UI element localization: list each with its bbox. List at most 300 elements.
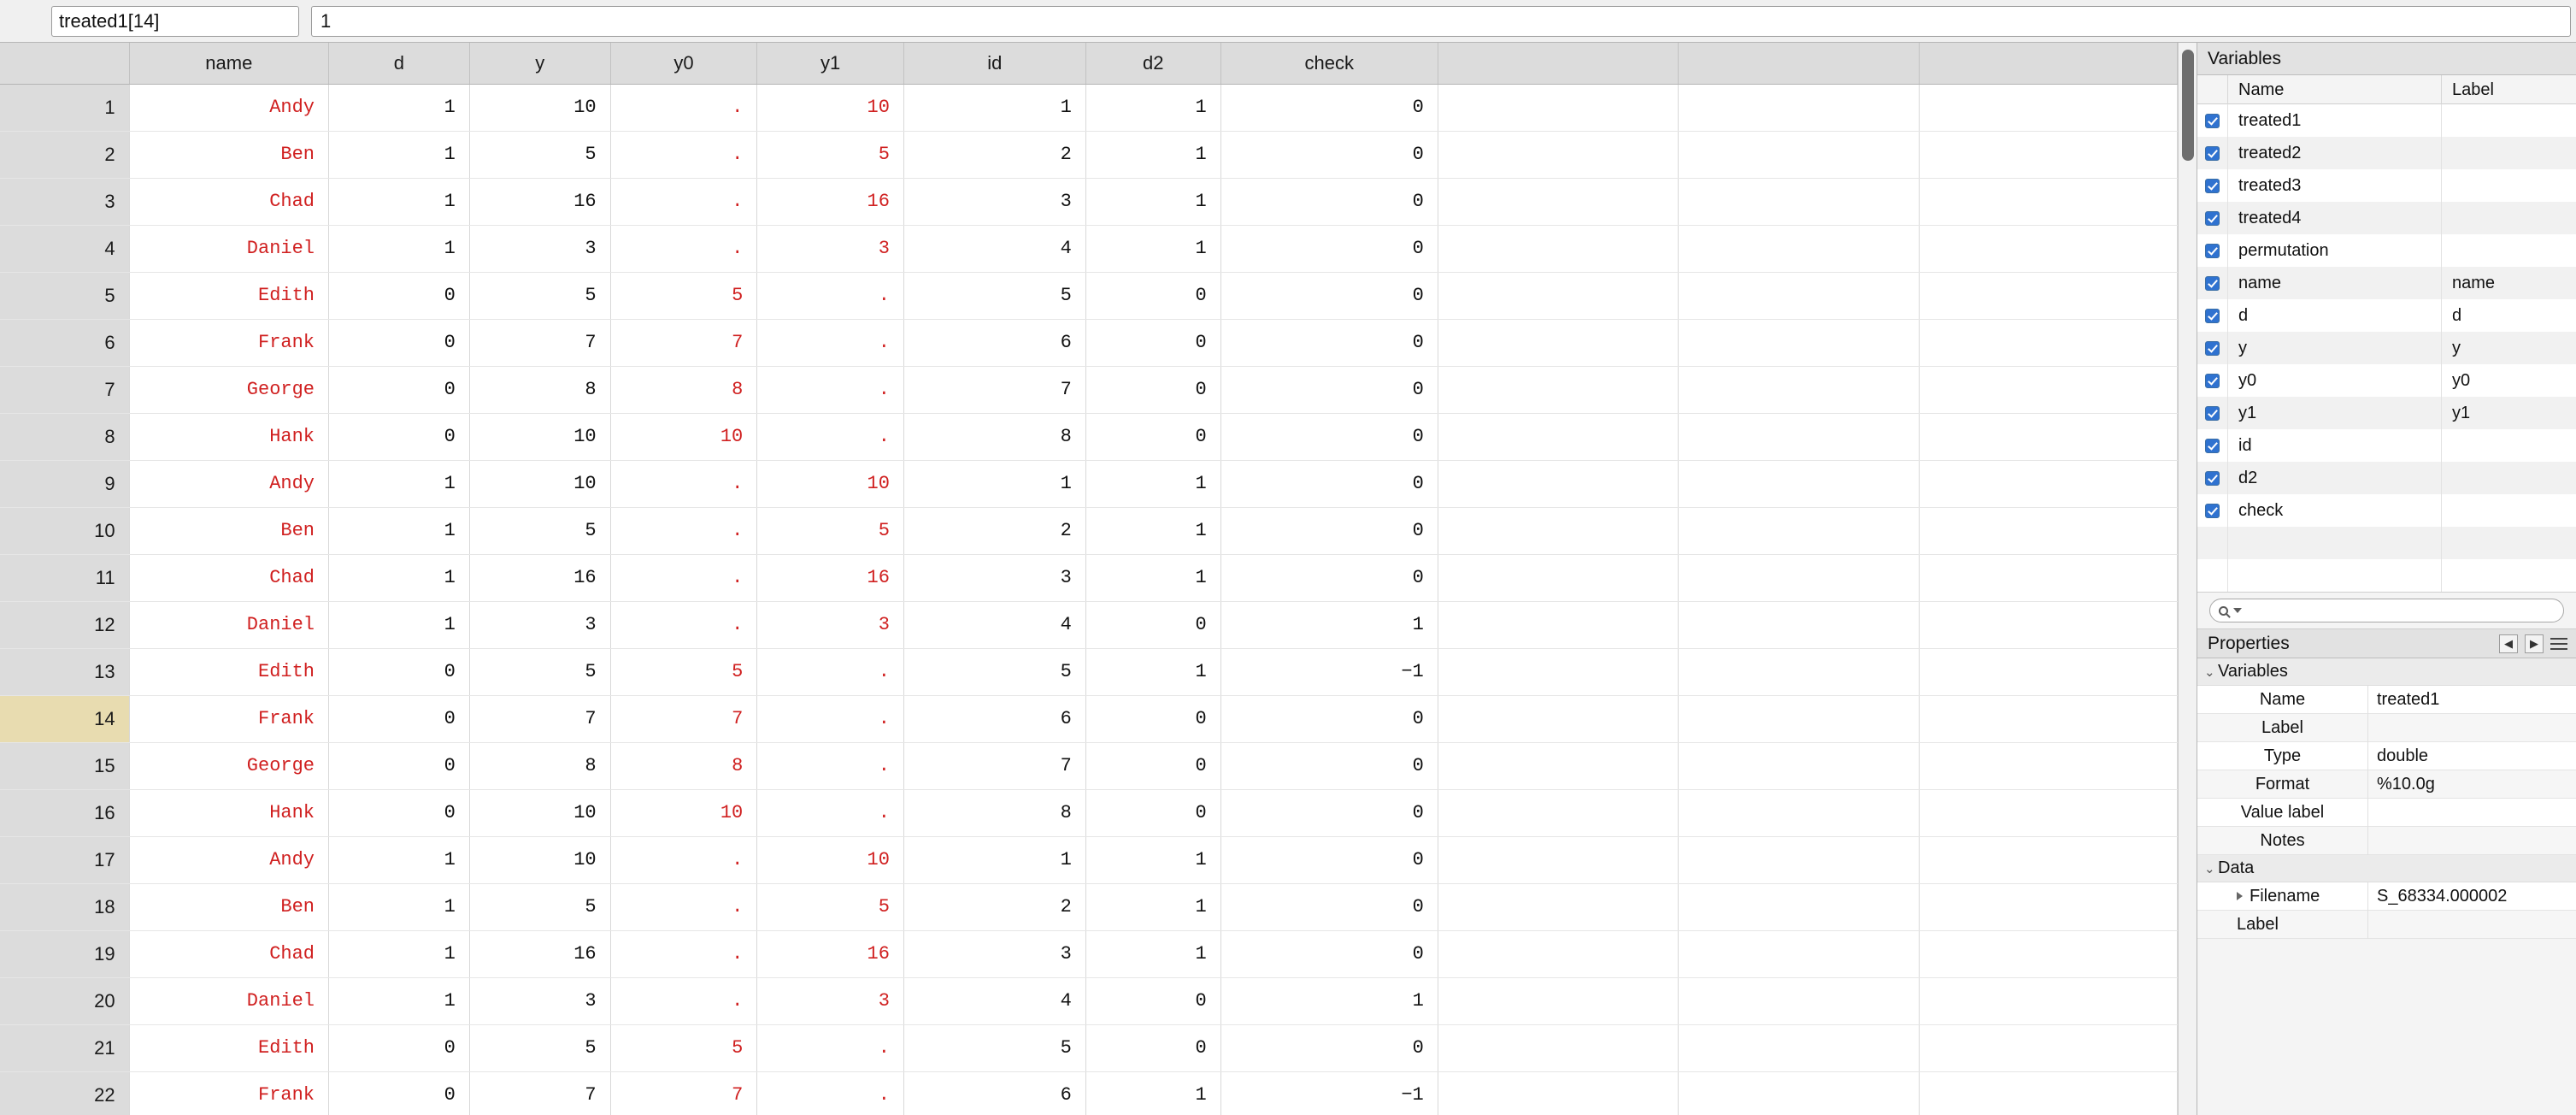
column-header-y0[interactable]: y0 [610,43,757,84]
cell-d[interactable]: 1 [329,977,470,1024]
cell-empty[interactable] [1919,648,2177,695]
cell-id[interactable]: 3 [903,554,1085,601]
cell-empty[interactable] [1438,1071,1679,1115]
variables-list[interactable] [2197,104,2576,592]
variable-list-item[interactable] [2197,169,2576,202]
cell-reference-box[interactable] [51,6,299,37]
variable-visibility-checkbox[interactable] [2197,462,2228,494]
cell-y1[interactable]: 10 [757,84,904,131]
column-header-y[interactable]: y [469,43,610,84]
cell-empty[interactable] [1919,695,2177,742]
cell-d2[interactable]: 1 [1085,648,1220,695]
variable-list-item[interactable] [2197,462,2576,494]
cell-empty[interactable] [1679,460,1920,507]
table-row[interactable] [0,742,2178,789]
cell-empty[interactable] [1679,225,1920,272]
cell-check[interactable]: 0 [1220,131,1438,178]
cell-empty[interactable] [1679,131,1920,178]
cell-empty[interactable] [1679,977,1920,1024]
cell-y1[interactable]: . [757,789,904,836]
row-header[interactable]: 11 [0,554,129,601]
cell-d[interactable]: 0 [329,1024,470,1071]
cell-check[interactable]: 0 [1220,272,1438,319]
next-arrow-icon[interactable]: ▶ [2525,634,2544,653]
table-row[interactable] [0,601,2178,648]
cell-id[interactable]: 7 [903,742,1085,789]
cell-empty[interactable] [1438,601,1679,648]
cell-d[interactable]: 1 [329,178,470,225]
cell-y[interactable]: 3 [469,601,610,648]
cell-y[interactable]: 5 [469,883,610,930]
cell-id[interactable]: 5 [903,272,1085,319]
variable-list-item[interactable] [2197,234,2576,267]
cell-d[interactable]: 1 [329,836,470,883]
cell-y0[interactable]: . [610,601,757,648]
cell-d2[interactable]: 1 [1085,460,1220,507]
variable-visibility-checkbox[interactable] [2197,364,2228,397]
cell-empty[interactable] [1919,601,2177,648]
cell-id[interactable]: 8 [903,413,1085,460]
column-header-y1[interactable]: y1 [757,43,904,84]
cell-y[interactable]: 10 [469,836,610,883]
cell-check[interactable]: 0 [1220,84,1438,131]
property-value[interactable]: %10.0g [2377,774,2435,793]
cell-id[interactable]: 1 [903,836,1085,883]
cell-y0[interactable]: . [610,460,757,507]
cell-empty[interactable] [1438,413,1679,460]
cell-y1[interactable]: . [757,366,904,413]
variable-visibility-checkbox[interactable] [2197,267,2228,299]
variables-label-column-header[interactable]: Label [2452,80,2494,99]
data-editor-vertical-scrollbar[interactable] [2178,43,2197,1115]
cell-id[interactable]: 6 [903,319,1085,366]
cell-name[interactable]: Frank [129,1071,328,1115]
variables-search-input[interactable] [2209,599,2564,622]
cell-y0[interactable]: 10 [610,413,757,460]
cell-empty[interactable] [1679,413,1920,460]
cell-empty[interactable] [1438,84,1679,131]
cell-y1[interactable]: 16 [757,554,904,601]
cell-y[interactable]: 3 [469,225,610,272]
cell-empty[interactable] [1919,319,2177,366]
cell-d2[interactable]: 0 [1085,319,1220,366]
cell-name[interactable]: George [129,742,328,789]
table-row[interactable] [0,789,2178,836]
cell-y0[interactable]: 5 [610,648,757,695]
cell-d2[interactable]: 1 [1085,84,1220,131]
cell-y0[interactable]: . [610,554,757,601]
cell-y1[interactable]: 5 [757,507,904,554]
cell-empty[interactable] [1438,225,1679,272]
cell-d2[interactable]: 1 [1085,507,1220,554]
chevron-right-icon[interactable] [2237,892,2243,900]
cell-empty[interactable] [1679,742,1920,789]
cell-y1[interactable]: . [757,1024,904,1071]
cell-y0[interactable]: 7 [610,695,757,742]
cell-empty[interactable] [1438,695,1679,742]
cell-empty[interactable] [1679,836,1920,883]
cell-y0[interactable]: 5 [610,272,757,319]
cell-id[interactable]: 4 [903,601,1085,648]
table-row[interactable] [0,695,2178,742]
cell-empty[interactable] [1679,366,1920,413]
cell-name[interactable]: Andy [129,84,328,131]
row-header[interactable]: 10 [0,507,129,554]
cell-y[interactable]: 5 [469,131,610,178]
cell-name[interactable]: Ben [129,131,328,178]
cell-d2[interactable]: 1 [1085,883,1220,930]
property-value[interactable]: S_68334.000002 [2377,886,2508,906]
cell-check[interactable]: 0 [1220,413,1438,460]
cell-empty[interactable] [1438,366,1679,413]
cell-empty[interactable] [1438,1024,1679,1071]
cell-check[interactable]: −1 [1220,1071,1438,1115]
table-row[interactable] [0,460,2178,507]
cell-y1[interactable]: 16 [757,930,904,977]
cell-y[interactable]: 16 [469,178,610,225]
cell-empty[interactable] [1919,742,2177,789]
variable-visibility-checkbox[interactable] [2197,137,2228,169]
cell-y1[interactable]: 10 [757,460,904,507]
cell-y[interactable]: 8 [469,742,610,789]
cell-d2[interactable]: 0 [1085,601,1220,648]
cell-y0[interactable]: 7 [610,319,757,366]
cell-id[interactable]: 4 [903,977,1085,1024]
cell-name[interactable]: Andy [129,836,328,883]
cell-y0[interactable]: . [610,507,757,554]
cell-y[interactable]: 10 [469,460,610,507]
property-row[interactable] [2197,742,2576,770]
cell-y[interactable]: 5 [469,648,610,695]
variable-visibility-checkbox[interactable] [2197,202,2228,234]
cell-empty[interactable] [1919,84,2177,131]
row-header[interactable]: 5 [0,272,129,319]
cell-d2[interactable]: 1 [1085,836,1220,883]
cell-d2[interactable]: 0 [1085,413,1220,460]
cell-y1[interactable]: 10 [757,836,904,883]
cell-d[interactable]: 1 [329,883,470,930]
cell-d[interactable]: 0 [329,1071,470,1115]
menu-icon[interactable] [2550,638,2567,650]
cell-empty[interactable] [1919,1071,2177,1115]
cell-empty[interactable] [1919,272,2177,319]
cell-y[interactable]: 7 [469,695,610,742]
properties-group-variables[interactable] [2197,658,2576,686]
cell-y0[interactable]: 7 [610,1071,757,1115]
cell-id[interactable]: 2 [903,131,1085,178]
cell-y1[interactable]: . [757,742,904,789]
cell-y1[interactable]: . [757,648,904,695]
property-value[interactable] [2368,714,2576,742]
cell-id[interactable]: 3 [903,178,1085,225]
cell-y1[interactable]: 3 [757,977,904,1024]
cell-y1[interactable]: . [757,319,904,366]
row-header[interactable]: 3 [0,178,129,225]
cell-d2[interactable]: 0 [1085,742,1220,789]
cell-check[interactable]: 0 [1220,836,1438,883]
property-row[interactable] [2197,882,2576,911]
cell-y[interactable]: 8 [469,366,610,413]
column-header-d[interactable]: d [329,43,470,84]
variable-list-item[interactable] [2197,397,2576,429]
row-header[interactable]: 7 [0,366,129,413]
cell-d2[interactable]: 0 [1085,1024,1220,1071]
cell-check[interactable]: 0 [1220,225,1438,272]
cell-check[interactable]: 0 [1220,178,1438,225]
cell-empty[interactable] [1438,272,1679,319]
cell-y[interactable]: 10 [469,413,610,460]
cell-y[interactable]: 7 [469,1071,610,1115]
cell-name[interactable]: George [129,366,328,413]
cell-id[interactable]: 8 [903,789,1085,836]
cell-empty[interactable] [1919,131,2177,178]
property-row[interactable] [2197,911,2576,939]
cell-y0[interactable]: 8 [610,742,757,789]
row-header[interactable]: 22 [0,1071,129,1115]
cell-value-input[interactable] [311,6,2571,37]
cell-y[interactable]: 5 [469,1024,610,1071]
cell-check[interactable]: 0 [1220,319,1438,366]
cell-y[interactable]: 7 [469,319,610,366]
cell-name[interactable]: Edith [129,1024,328,1071]
cell-d2[interactable]: 0 [1085,695,1220,742]
data-editor-grid[interactable] [0,43,2178,1115]
cell-id[interactable]: 2 [903,507,1085,554]
row-header[interactable]: 6 [0,319,129,366]
row-header[interactable]: 17 [0,836,129,883]
chevron-down-icon[interactable]: ⌄ [2204,664,2215,680]
variable-list-item[interactable] [2197,104,2576,137]
cell-empty[interactable] [1679,789,1920,836]
cell-d[interactable]: 1 [329,930,470,977]
cell-name[interactable]: Hank [129,413,328,460]
table-row[interactable] [0,225,2178,272]
cell-d[interactable]: 1 [329,507,470,554]
cell-empty[interactable] [1438,883,1679,930]
table-row[interactable] [0,131,2178,178]
cell-d[interactable]: 1 [329,131,470,178]
cell-check[interactable]: 0 [1220,460,1438,507]
table-row[interactable] [0,507,2178,554]
cell-empty[interactable] [1919,789,2177,836]
property-row[interactable] [2197,686,2576,714]
table-row[interactable] [0,1024,2178,1071]
cell-d[interactable]: 0 [329,648,470,695]
row-header[interactable]: 2 [0,131,129,178]
cell-name[interactable]: Frank [129,319,328,366]
cell-y0[interactable]: . [610,131,757,178]
row-header[interactable]: 8 [0,413,129,460]
cell-name[interactable]: Edith [129,648,328,695]
property-row[interactable] [2197,799,2576,827]
cell-id[interactable]: 5 [903,648,1085,695]
variable-list-item[interactable] [2197,332,2576,364]
cell-name[interactable]: Edith [129,272,328,319]
variable-visibility-checkbox[interactable] [2197,299,2228,332]
cell-id[interactable]: 1 [903,460,1085,507]
cell-y0[interactable]: 10 [610,789,757,836]
cell-name[interactable]: Andy [129,460,328,507]
table-row[interactable] [0,366,2178,413]
chevron-down-icon[interactable]: ⌄ [2204,861,2215,876]
variable-list-item[interactable] [2197,364,2576,397]
cell-empty[interactable] [1438,930,1679,977]
cell-y[interactable]: 10 [469,789,610,836]
variable-list-item[interactable] [2197,494,2576,527]
property-value[interactable] [2368,911,2576,939]
cell-y0[interactable]: . [610,883,757,930]
cell-id[interactable]: 6 [903,695,1085,742]
cell-empty[interactable] [1679,84,1920,131]
cell-empty[interactable] [1919,883,2177,930]
cell-empty[interactable] [1438,131,1679,178]
cell-empty[interactable] [1919,930,2177,977]
cell-empty[interactable] [1438,789,1679,836]
cell-empty[interactable] [1438,648,1679,695]
variables-name-column-header[interactable]: Name [2228,75,2442,104]
variable-list-item[interactable] [2197,137,2576,169]
cell-empty[interactable] [1919,977,2177,1024]
row-header[interactable]: 4 [0,225,129,272]
cell-d2[interactable]: 0 [1085,977,1220,1024]
cell-name[interactable]: Ben [129,507,328,554]
property-value[interactable] [2368,799,2576,827]
cell-id[interactable]: 7 [903,366,1085,413]
cell-d[interactable]: 0 [329,413,470,460]
column-header-d2[interactable]: d2 [1085,43,1220,84]
cell-empty[interactable] [1679,883,1920,930]
cell-y0[interactable]: . [610,178,757,225]
table-row[interactable] [0,413,2178,460]
cell-id[interactable]: 6 [903,1071,1085,1115]
cell-empty[interactable] [1919,225,2177,272]
cell-empty[interactable] [1919,413,2177,460]
cell-y[interactable]: 5 [469,272,610,319]
cell-check[interactable]: 0 [1220,930,1438,977]
row-header[interactable]: 19 [0,930,129,977]
variable-visibility-checkbox[interactable] [2197,397,2228,429]
cell-d2[interactable]: 0 [1085,789,1220,836]
cell-d[interactable]: 1 [329,554,470,601]
cell-d[interactable]: 0 [329,742,470,789]
row-header[interactable]: 1 [0,84,129,131]
property-value[interactable] [2368,827,2576,855]
cell-d2[interactable]: 1 [1085,178,1220,225]
property-row[interactable] [2197,714,2576,742]
chevron-down-icon[interactable] [2233,608,2242,613]
cell-d[interactable]: 0 [329,789,470,836]
cell-empty[interactable] [1679,1071,1920,1115]
variable-list-item[interactable] [2197,429,2576,462]
cell-check[interactable]: −1 [1220,648,1438,695]
cell-empty[interactable] [1919,1024,2177,1071]
row-header[interactable]: 9 [0,460,129,507]
cell-check[interactable]: 0 [1220,789,1438,836]
table-row[interactable] [0,836,2178,883]
cell-y[interactable]: 16 [469,554,610,601]
cell-y1[interactable]: . [757,1071,904,1115]
cell-y1[interactable]: 5 [757,883,904,930]
property-value[interactable]: double [2377,746,2429,765]
cell-d[interactable]: 0 [329,272,470,319]
cell-d[interactable]: 1 [329,225,470,272]
cell-empty[interactable] [1919,366,2177,413]
variable-list-item[interactable] [2197,267,2576,299]
cell-empty[interactable] [1679,319,1920,366]
row-header[interactable]: 12 [0,601,129,648]
cell-name[interactable]: Hank [129,789,328,836]
cell-id[interactable]: 4 [903,225,1085,272]
variable-visibility-checkbox[interactable] [2197,332,2228,364]
cell-empty[interactable] [1919,554,2177,601]
variable-visibility-checkbox[interactable] [2197,169,2228,202]
table-row[interactable] [0,1071,2178,1115]
cell-empty[interactable] [1438,836,1679,883]
row-header[interactable]: 13 [0,648,129,695]
cell-d[interactable]: 1 [329,601,470,648]
cell-check[interactable]: 1 [1220,977,1438,1024]
variable-list-item[interactable] [2197,299,2576,332]
cell-d2[interactable]: 1 [1085,554,1220,601]
cell-y0[interactable]: . [610,836,757,883]
table-row[interactable] [0,272,2178,319]
table-row[interactable] [0,554,2178,601]
cell-empty[interactable] [1438,178,1679,225]
cell-y0[interactable]: . [610,225,757,272]
cell-d2[interactable]: 1 [1085,131,1220,178]
cell-check[interactable]: 0 [1220,554,1438,601]
cell-y0[interactable]: 8 [610,366,757,413]
cell-empty[interactable] [1679,1024,1920,1071]
cell-y[interactable]: 3 [469,977,610,1024]
cell-d2[interactable]: 1 [1085,225,1220,272]
cell-name[interactable]: Daniel [129,601,328,648]
column-header-name[interactable]: name [129,43,328,84]
cell-name[interactable]: Ben [129,883,328,930]
cell-d[interactable]: 1 [329,84,470,131]
cell-d2[interactable]: 0 [1085,272,1220,319]
cell-check[interactable]: 0 [1220,695,1438,742]
cell-name[interactable]: Daniel [129,225,328,272]
column-header-id[interactable]: id [903,43,1085,84]
cell-name[interactable]: Chad [129,554,328,601]
cell-empty[interactable] [1919,836,2177,883]
cell-y1[interactable]: 3 [757,225,904,272]
cell-name[interactable]: Daniel [129,977,328,1024]
cell-y1[interactable]: . [757,272,904,319]
cell-empty[interactable] [1919,507,2177,554]
cell-check[interactable]: 1 [1220,601,1438,648]
variable-visibility-checkbox[interactable] [2197,234,2228,267]
row-header[interactable]: 14 [0,695,129,742]
cell-y1[interactable]: 5 [757,131,904,178]
cell-empty[interactable] [1919,178,2177,225]
cell-empty[interactable] [1438,460,1679,507]
cell-check[interactable]: 0 [1220,742,1438,789]
row-header[interactable]: 18 [0,883,129,930]
cell-empty[interactable] [1679,695,1920,742]
scrollbar-thumb[interactable] [2182,50,2194,161]
prev-arrow-icon[interactable]: ◀ [2499,634,2518,653]
cell-id[interactable]: 5 [903,1024,1085,1071]
grid-corner[interactable] [0,43,129,84]
cell-id[interactable]: 2 [903,883,1085,930]
cell-check[interactable]: 0 [1220,1024,1438,1071]
cell-y0[interactable]: . [610,977,757,1024]
property-row[interactable] [2197,770,2576,799]
cell-empty[interactable] [1438,554,1679,601]
cell-name[interactable]: Chad [129,178,328,225]
